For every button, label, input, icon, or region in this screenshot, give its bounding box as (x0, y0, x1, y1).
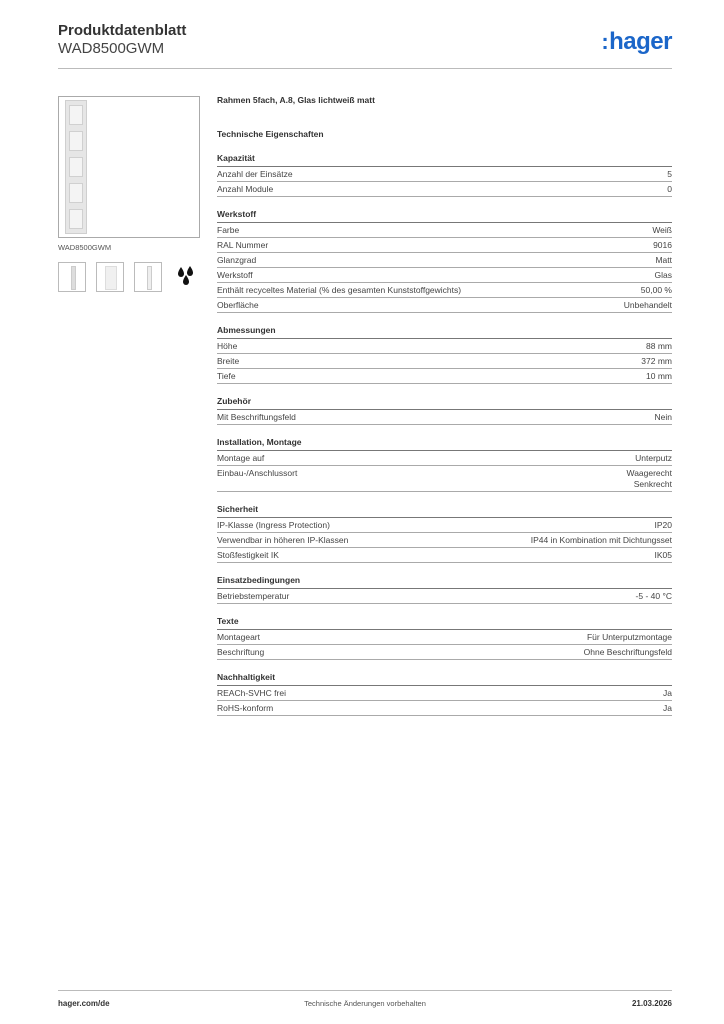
spec-value: 10 mm (646, 371, 672, 381)
spec-value: 372 mm (641, 356, 672, 366)
footer-date: 21.03.2026 (631, 999, 672, 1008)
spec-row (217, 182, 672, 197)
technical-properties-title: Technische Eigenschaften (217, 129, 324, 139)
logo-dots: : (601, 29, 609, 54)
spec-value: Unbehandelt (623, 300, 672, 310)
spec-row (217, 253, 672, 268)
product-image (58, 96, 200, 238)
spec-label: Enthält recyceltes Material (% des gesamten Kunststoffgewichts) (217, 285, 462, 295)
spec-value: Glas (654, 270, 672, 280)
spec-section (217, 153, 672, 197)
spec-row (217, 451, 672, 466)
spec-value: Waagerecht Senkrecht (626, 468, 672, 489)
spec-label: Betriebstemperatur (217, 591, 290, 601)
product-code: WAD8500GWM (58, 40, 165, 57)
spec-value: Ja (663, 703, 672, 713)
spec-value: 88 mm (646, 341, 672, 351)
thumbnail-edge[interactable] (134, 262, 162, 292)
section-title: Einsatzbedingungen (217, 575, 672, 589)
spec-value: IP20 (654, 520, 672, 530)
header-divider (58, 68, 672, 69)
spec-row (217, 369, 672, 384)
product-description: Rahmen 5fach, A.8, Glas lichtweiß matt (217, 95, 375, 105)
spec-row (217, 533, 672, 548)
spec-row (217, 518, 672, 533)
spec-value: IK05 (654, 550, 672, 560)
spec-label: IP-Klasse (Ingress Protection) (217, 520, 330, 530)
spec-label: Beschriftung (217, 647, 265, 657)
spec-row (217, 223, 672, 238)
spec-label: Anzahl der Einsätze (217, 169, 293, 179)
section-title: Installation, Montage (217, 437, 672, 451)
spec-label: RoHS-konform (217, 703, 274, 713)
frame-slot (69, 209, 83, 229)
spec-label: Höhe (217, 341, 238, 351)
spec-row (217, 466, 672, 492)
spec-value: 9016 (653, 240, 672, 250)
spec-label: Einbau-/Anschlussort (217, 468, 298, 478)
spec-value: 5 (667, 169, 672, 179)
spec-value: Für Unterputzmontage (586, 632, 672, 642)
spec-value: IP44 in Kombination mit Dichtungsset (530, 535, 672, 545)
spec-label: Werkstoff (217, 270, 253, 280)
spec-value: Ohne Beschriftungsfeld (583, 647, 672, 657)
spec-row (217, 354, 672, 369)
spec-section (217, 209, 672, 313)
spec-section (217, 437, 672, 492)
spec-label: Glanzgrad (217, 255, 257, 265)
spec-row (217, 589, 672, 604)
section-title: Texte (217, 616, 672, 630)
spec-value: 0 (667, 184, 672, 194)
spec-section (217, 325, 672, 384)
page-header (58, 22, 672, 58)
spec-section (217, 672, 672, 716)
spec-row (217, 701, 672, 716)
spec-label: Mit Beschriftungsfeld (217, 412, 296, 422)
spec-row (217, 410, 672, 425)
frame-slot (69, 183, 83, 203)
spec-value: 50,00 % (640, 285, 672, 295)
section-title: Sicherheit (217, 504, 672, 518)
spec-label: Verwendbar in höheren IP-Klassen (217, 535, 349, 545)
spec-row (217, 238, 672, 253)
frame-slot (69, 131, 83, 151)
spec-value: Unterputz (635, 453, 672, 463)
image-caption: WAD8500GWM (58, 243, 112, 252)
spec-value: Nein (654, 412, 672, 422)
spec-section (217, 396, 672, 425)
spec-row (217, 548, 672, 563)
hager-logo (601, 28, 672, 56)
section-title: Abmessungen (217, 325, 672, 339)
footer-disclaimer: Technische Änderungen vorbehalten (304, 999, 426, 1008)
section-title: Kapazität (217, 153, 672, 167)
spec-row (217, 645, 672, 660)
spec-section (217, 575, 672, 604)
page-footer (58, 990, 672, 1021)
spec-row (217, 298, 672, 313)
spec-row (217, 630, 672, 645)
section-title: Werkstoff (217, 209, 672, 223)
water-drops-icon (172, 262, 200, 292)
spec-row (217, 339, 672, 354)
spec-row (217, 268, 672, 283)
footer-website[interactable]: hager.com/de (58, 999, 110, 1008)
spec-label: REACh-SVHC frei (217, 688, 286, 698)
logo-text: hager (609, 28, 672, 55)
frame-slot (69, 105, 83, 125)
spec-label: Farbe (217, 225, 240, 235)
document-title: Produktdatenblatt (58, 22, 187, 39)
frame-illustration (65, 100, 87, 234)
spec-row (217, 686, 672, 701)
spec-label: Breite (217, 356, 240, 366)
spec-sections (217, 153, 672, 716)
spec-label: Montage auf (217, 453, 265, 463)
spec-row (217, 167, 672, 182)
spec-row (217, 283, 672, 298)
spec-label: Oberfläche (217, 300, 259, 310)
spec-label: Montageart (217, 632, 260, 642)
spec-section (217, 504, 672, 563)
thumbnail-side[interactable] (96, 262, 124, 292)
spec-value: Weiß (652, 225, 672, 235)
spec-label: Anzahl Module (217, 184, 274, 194)
spec-value: Ja (663, 688, 672, 698)
spec-label: RAL Nummer (217, 240, 269, 250)
section-title: Zubehör (217, 396, 672, 410)
frame-slot (69, 157, 83, 177)
specification-panel (217, 95, 672, 716)
water-drops-icon (176, 265, 196, 287)
spec-value: Matt (655, 255, 672, 265)
spec-label: Tiefe (217, 371, 236, 381)
spec-label: Stoßfestigkeit IK (217, 550, 279, 560)
thumbnail-front[interactable] (58, 262, 86, 292)
spec-value: -5 - 40 °C (635, 591, 672, 601)
section-title: Nachhaltigkeit (217, 672, 672, 686)
spec-section (217, 616, 672, 660)
